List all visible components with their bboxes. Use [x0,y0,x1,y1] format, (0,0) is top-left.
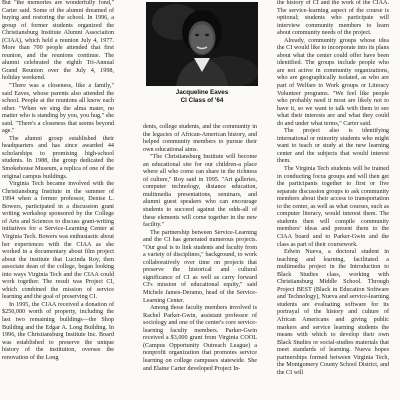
paragraph: In 1995, the CIAA received a donation of $250,000 worth of property, including the last two remaining buildings—the Shop Building and the Edgar A. Long Building. In 1996, the Christiansburg Institute Inc. Board was established to preserve the unique history of the institution, oversee the renovation of the Long [2,301,114,361]
caption-name: Jacqueline Eaves [175,89,229,96]
article-column-middle [143,124,257,373]
paragraph: "The Christiansburg Institute will become an educational site for our children-a place where all who come can share in the richness of culture," Roy said in 1995. "Art galleries, computer technology, distance education, multimedia presentations, seminars, and alumni guest speakers who can encourage students to succeed against the odds-all of these elements will come together in the new facility." [143,154,257,229]
paragraph: Edwin Nueva, a doctoral student in teaching and learning, facilitated a multimedia project in the Introduction to Black Studies class, working with Christiansburg Middle School. Through Project BEST (Black in Education Software and Technology), Nueva and service-learning students are evaluating software for its portrayal of the history and culture of African Americans and giving public markers and service learning students the means with which to develop their own Black Studies or social-studies materials that meet standards of learning. Nueva hopes partnerships formed between Virginia Tech, the Montgomery County School District, and the CI will [277,249,389,376]
paragraph: the history of CI and the work of the CIAA. The service-learning aspect of the course is optional; students who participate will interview community members to learn about community needs of the project. [277,0,389,37]
portrait-photo [146,2,258,86]
paragraph: The partnership between Service-Learning and the CI has generated numerous projects. "Our goal is to link students and faculty from a variety of disciplines," background, to work collaboratively over time on projects that preserve the historical and cultural significance of CI as well as carry forward CI's mission of educational equity," said Michele James-Deramo, head of the Service-Learning Center. [143,229,257,304]
article-column-left [2,0,114,362]
paragraph: dents, college students, and the community in the legacies of African-American history, and helped community members to pursue their own educational aims. [143,124,257,153]
paragraph: The Virginia Tech students will be trained in conducting focus groups and will then get the participants together to first or five separate discussion groups to ask community members about their access to transportation to the center, as well as what courses, such as computer literacy, would interest them. The students then will compile community members' ideas and present them to the CIAA board and to Parker-Gwin and the class as part of their coursework. [277,166,389,248]
article-column-right [277,0,389,377]
paragraph: Among those faculty members involved is Rachel Parker-Gwin, assistant professor of sociology and one of the center's core service-learning faculty members. Parker-Gwin received a $3,000 grant from Virginia COOL (Campus Opportunity Outreach League) a nonprofit organization that promotes service learning on college campuses statewide. She and Elaine Carter developed Project In- [143,305,257,372]
paragraph: Already, community groups whose idea the CI would like to incorporate into its plans about what the center could offer have been identified. The groups include people who are not active in community organizations, who are geographically isolated, as who are part of Welfare to Work groups or Literacy Volunteer programs. "We feel like people who probably need it most are likely not to have it, so we want to talk with them to see what their interests are and what they could do and under what terms," Carter said. [277,37,389,127]
paragraph: Virginia Tech became involved with the Christiansburg Institute in the summer of 1994 when a former professor, Denise L. Bowers, participated in a discussion grant writing workshop sponsored by the College of Arts and Sciences to discuss grant-writing initiatives for a Service-Learning Center at Virginia Tech. Bowers was enthusiastic about her experiences with the CIAA as she worked in a documentary about film project about the institute that Lucinda Roy, then associate dean of the college, began looking into ways Virginia Tech and the CIAA could work together. The result was Project CI, which combined the mission of service learning and the goal of preserving CI. [2,181,114,301]
paragraph: But "the memories are wonderfully fond," Carter said. Some of the alumni dreamed of buying and restoring the school. In 1996, a group of former students organized the Christiansburg Institute Alumni Association (CIAA), which held a reunion July 4, 1977. More than 700 people attended that first reunion, and the reunions continue. The alumni celebrated the eighth Tri-Annual Grand Reunion over the July 4, 1998, holiday weekend. [2,0,114,82]
paragraph: The alumni group established their headquarters and has since awarded 44 scholarships to promising high-school students. In 1988, the group dedicated the Smokehouse Museum, a replica of one of the original campus buildings. [2,135,114,180]
portrait-image [146,2,258,86]
caption-subtitle: CI Class of '64 [180,97,224,104]
photo-caption [143,89,261,105]
paragraph: The project also is identifying international or minority students who might want to teach or study at the new learning center and the subjects that would interest them. [277,128,389,165]
paragraph: "There was a closeness, like a family," said Eaves, whose parents also attended the school. People at the reunions all know each other. "When we sing the alma mater, no matter who is standing by you, you hug," she said. "There's a closeness that seems beyond age." [2,83,114,135]
